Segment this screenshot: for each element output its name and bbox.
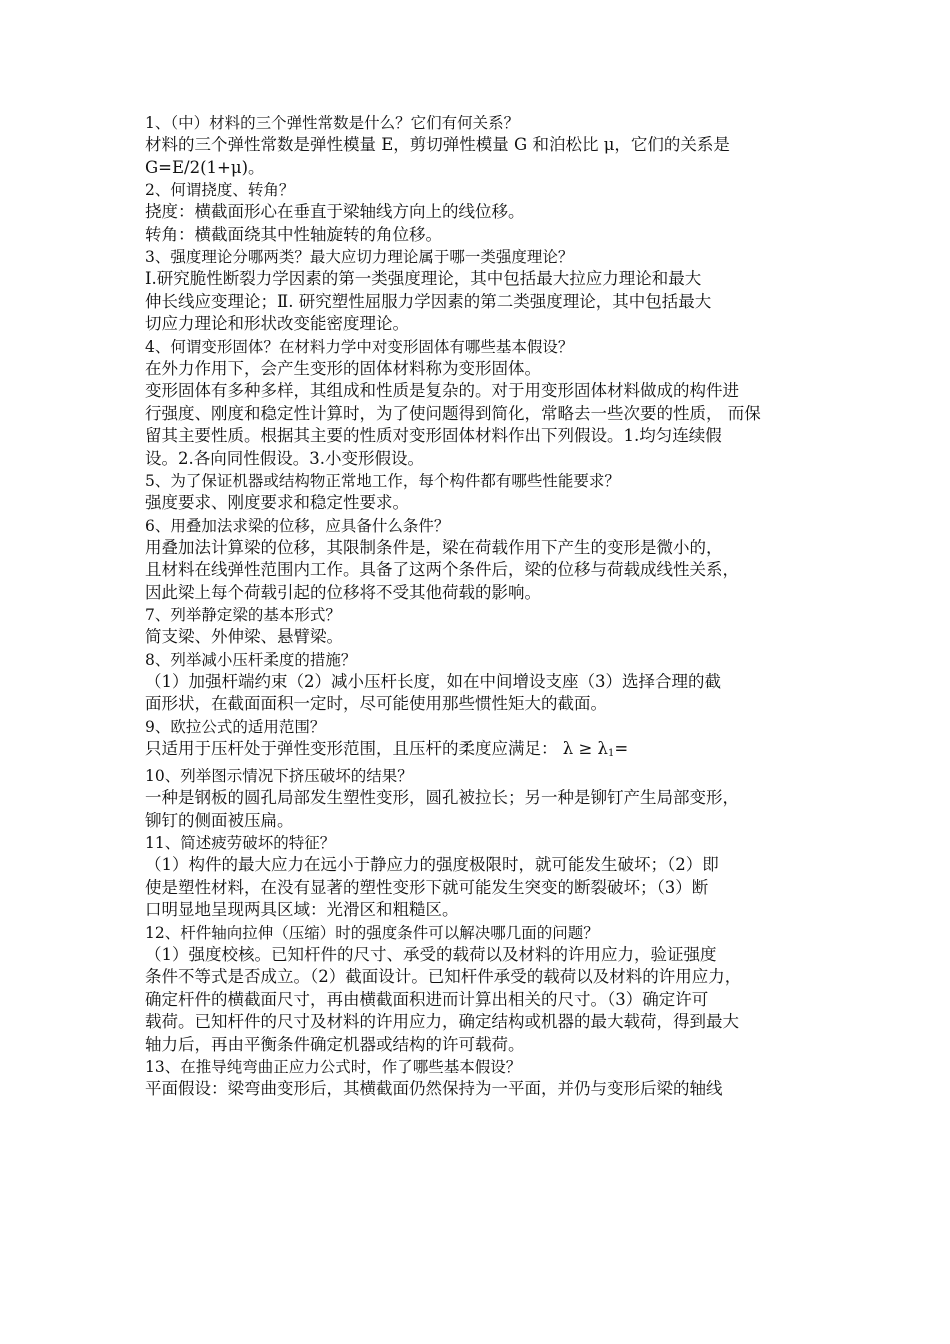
answer-text: 平面假设：梁弯曲变形后，其横截面仍然保持为一平面，并仍与变形后梁的轴线	[145, 1079, 723, 1098]
answer-line	[145, 559, 825, 582]
formula-tail: =	[614, 738, 629, 758]
answer-text: （1）构件的最大应力在远小于静应力的强度极限时，就可能发生破坏；（2）即	[145, 855, 719, 874]
lambda-subscript: 1	[607, 747, 615, 759]
answer-text: 载荷。已知杆件的尺寸及材料的许用应力，确定结构或机器的最大载荷，得到最大	[145, 1012, 739, 1031]
answer-text: 在外力作用下，会产生变形的固体材料称为变形固体。	[145, 358, 541, 378]
answer-line	[145, 877, 825, 900]
answer-8	[145, 671, 825, 716]
answer-text: G=E/2(1+μ)。	[145, 157, 265, 177]
answer-text: 铆钉的侧面被压扁。	[145, 810, 294, 830]
answer-text: 确定杆件的横截面尺寸，再由横截面积进而计算出相关的尺寸。（3）确定许可	[145, 989, 709, 1009]
answer-line	[145, 224, 825, 247]
answer-line	[145, 899, 825, 922]
answer-10	[145, 787, 825, 832]
question-7: 7、列举静定梁的基本形式？	[145, 606, 341, 624]
answer-6	[145, 537, 825, 605]
answer-line	[145, 425, 825, 448]
answer-line	[145, 671, 825, 694]
answer-line	[145, 313, 825, 336]
answer-line	[145, 626, 825, 649]
answer-text: 切应力理论和形状改变能密度理论。	[145, 314, 409, 333]
answer-text: 伸长线应变理论；Ⅱ. 研究塑性屈服力学因素的第二类强度理论，其中包括最大	[145, 291, 712, 311]
document-page	[145, 112, 825, 1101]
answer-line	[145, 787, 825, 810]
answer-text: 简支梁、外伸梁、悬臂梁。	[145, 627, 343, 646]
question-2: 2、何谓挠度、转角？	[145, 181, 295, 199]
answer-line	[145, 693, 825, 716]
answer-text: 留其主要性质。根据其主要的性质对变形固体材料作出下列假设。1.均匀连续假	[145, 426, 722, 445]
question-9: 9、欧拉公式的适用范围？	[145, 717, 326, 736]
answer-line	[145, 966, 825, 989]
answer-line	[145, 944, 825, 967]
answer-13	[145, 1078, 825, 1101]
answer-text: （1）加强杆端约束（2）减小压杆长度，如在中间增设支座（3）选择合理的截	[145, 671, 721, 691]
answer-line	[145, 448, 825, 471]
answer-text: Ⅰ.研究脆性断裂力学因素的第一类强度理论，其中包括最大拉应力理论和最大	[145, 269, 702, 288]
question-3: 3、强度理论分哪两类？最大应切力理论属于哪一类强度理论？	[145, 248, 574, 266]
answer-text: 轴力后，再由平衡条件确定机器或结构的许可载荷。	[145, 1034, 525, 1054]
question-4: 4、何谓变形固体？在材料力学中对变形固体有哪些基本假设？	[145, 337, 574, 356]
answer-text: 挠度：横截面形心在垂直于梁轴线方向上的线位移。	[145, 202, 525, 221]
answer-text: 面形状，在截面面积一定时，尽可能使用那些惯性矩大的截面。	[145, 694, 607, 713]
answer-text: 只适用于压杆处于弹性变形范围，且压杆的柔度应满足： λ ≥ λ	[145, 738, 608, 758]
answer-line	[145, 291, 825, 314]
answer-line	[145, 1011, 825, 1034]
answer-line	[145, 380, 825, 403]
answer-line	[145, 582, 825, 605]
answer-11	[145, 854, 825, 922]
answer-line	[145, 492, 825, 515]
answer-text: 使是塑性材料，在没有显著的塑性变形下就可能发生突变的断裂破坏；（3）断	[145, 877, 709, 897]
answer-line	[145, 989, 825, 1012]
answer-line	[145, 537, 825, 560]
question-6: 6、用叠加法求梁的位移，应具备什么条件？	[145, 516, 450, 535]
answer-4	[145, 358, 825, 471]
answer-line	[145, 268, 825, 291]
answer-text: 条件不等式是否成立。（2）截面设计。已知杆件承受的载荷以及材料的许用应力，	[145, 967, 742, 986]
answer-line	[145, 157, 825, 180]
question-12: 12、杆件轴向拉伸（压缩）时的强度条件可以解决哪几面的问题？	[145, 923, 599, 942]
answer-line	[145, 738, 825, 766]
answer-text: 变形固体有多种多样，其组成和性质是复杂的。对于用变形固体材料做成的构件进	[145, 381, 739, 400]
answer-text: 设。2.各向同性假设。3.小变形假设。	[145, 448, 424, 468]
answer-line	[145, 1078, 825, 1101]
question-8: 8、列举减小压杆柔度的措施？	[145, 650, 357, 669]
question-1: 1、（中）材料的三个弹性常数是什么？它们有何关系？	[145, 114, 520, 132]
answer-line	[145, 810, 825, 833]
answer-line	[145, 358, 825, 381]
answer-text: （1）强度校核。已知杆件的尺寸、承受的载荷以及材料的许用应力，验证强度	[145, 944, 717, 964]
question-13: 13、在推导纯弯曲正应力公式时，作了哪些基本假设？	[145, 1058, 522, 1076]
question-11: 11、简述疲劳破坏的特征？	[145, 834, 336, 852]
answer-line	[145, 201, 825, 224]
answer-5	[145, 492, 825, 515]
answer-text: 因此梁上每个荷载引起的位移将不受其他荷载的影响。	[145, 582, 541, 602]
answer-text: 强度要求、刚度要求和稳定性要求。	[145, 493, 409, 512]
answer-line	[145, 1034, 825, 1057]
question-10: 10、列举图示情况下挤压破坏的结果？	[145, 767, 413, 785]
answer-text: 转角：横截面绕其中性轴旋转的角位移。	[145, 224, 442, 244]
answer-2	[145, 201, 825, 246]
answer-line	[145, 134, 825, 157]
answer-line	[145, 403, 825, 426]
answer-text: 一种是钢板的圆孔局部发生塑性变形，圆孔被拉长；另一种是铆钉产生局部变形，	[145, 788, 739, 807]
answer-7	[145, 626, 825, 649]
answer-text: 行强度、刚度和稳定性计算时，为了使问题得到简化，常略去一些次要的性质， 而保	[145, 403, 761, 423]
question-5: 5、为了保证机器或结构物正常地工作，每个构件都有哪些性能要求？	[145, 472, 620, 490]
answer-1	[145, 134, 825, 179]
answer-text: 材料的三个弹性常数是弹性模量 E，剪切弹性模量 G 和泊松比 μ，它们的关系是	[145, 135, 730, 154]
answer-text: 口明显地呈现两具区域：光滑区和粗糙区。	[145, 900, 459, 919]
answer-12	[145, 944, 825, 1057]
answer-text: 且材料在线弹性范围内工作。具备了这两个条件后，梁的位移与荷载成线性关系，	[145, 560, 739, 579]
answer-line	[145, 854, 825, 877]
answer-text: 用叠加法计算梁的位移，其限制条件是，梁在荷载作用下产生的变形是微小的，	[145, 537, 723, 557]
answer-9	[145, 738, 825, 766]
answer-3	[145, 268, 825, 336]
